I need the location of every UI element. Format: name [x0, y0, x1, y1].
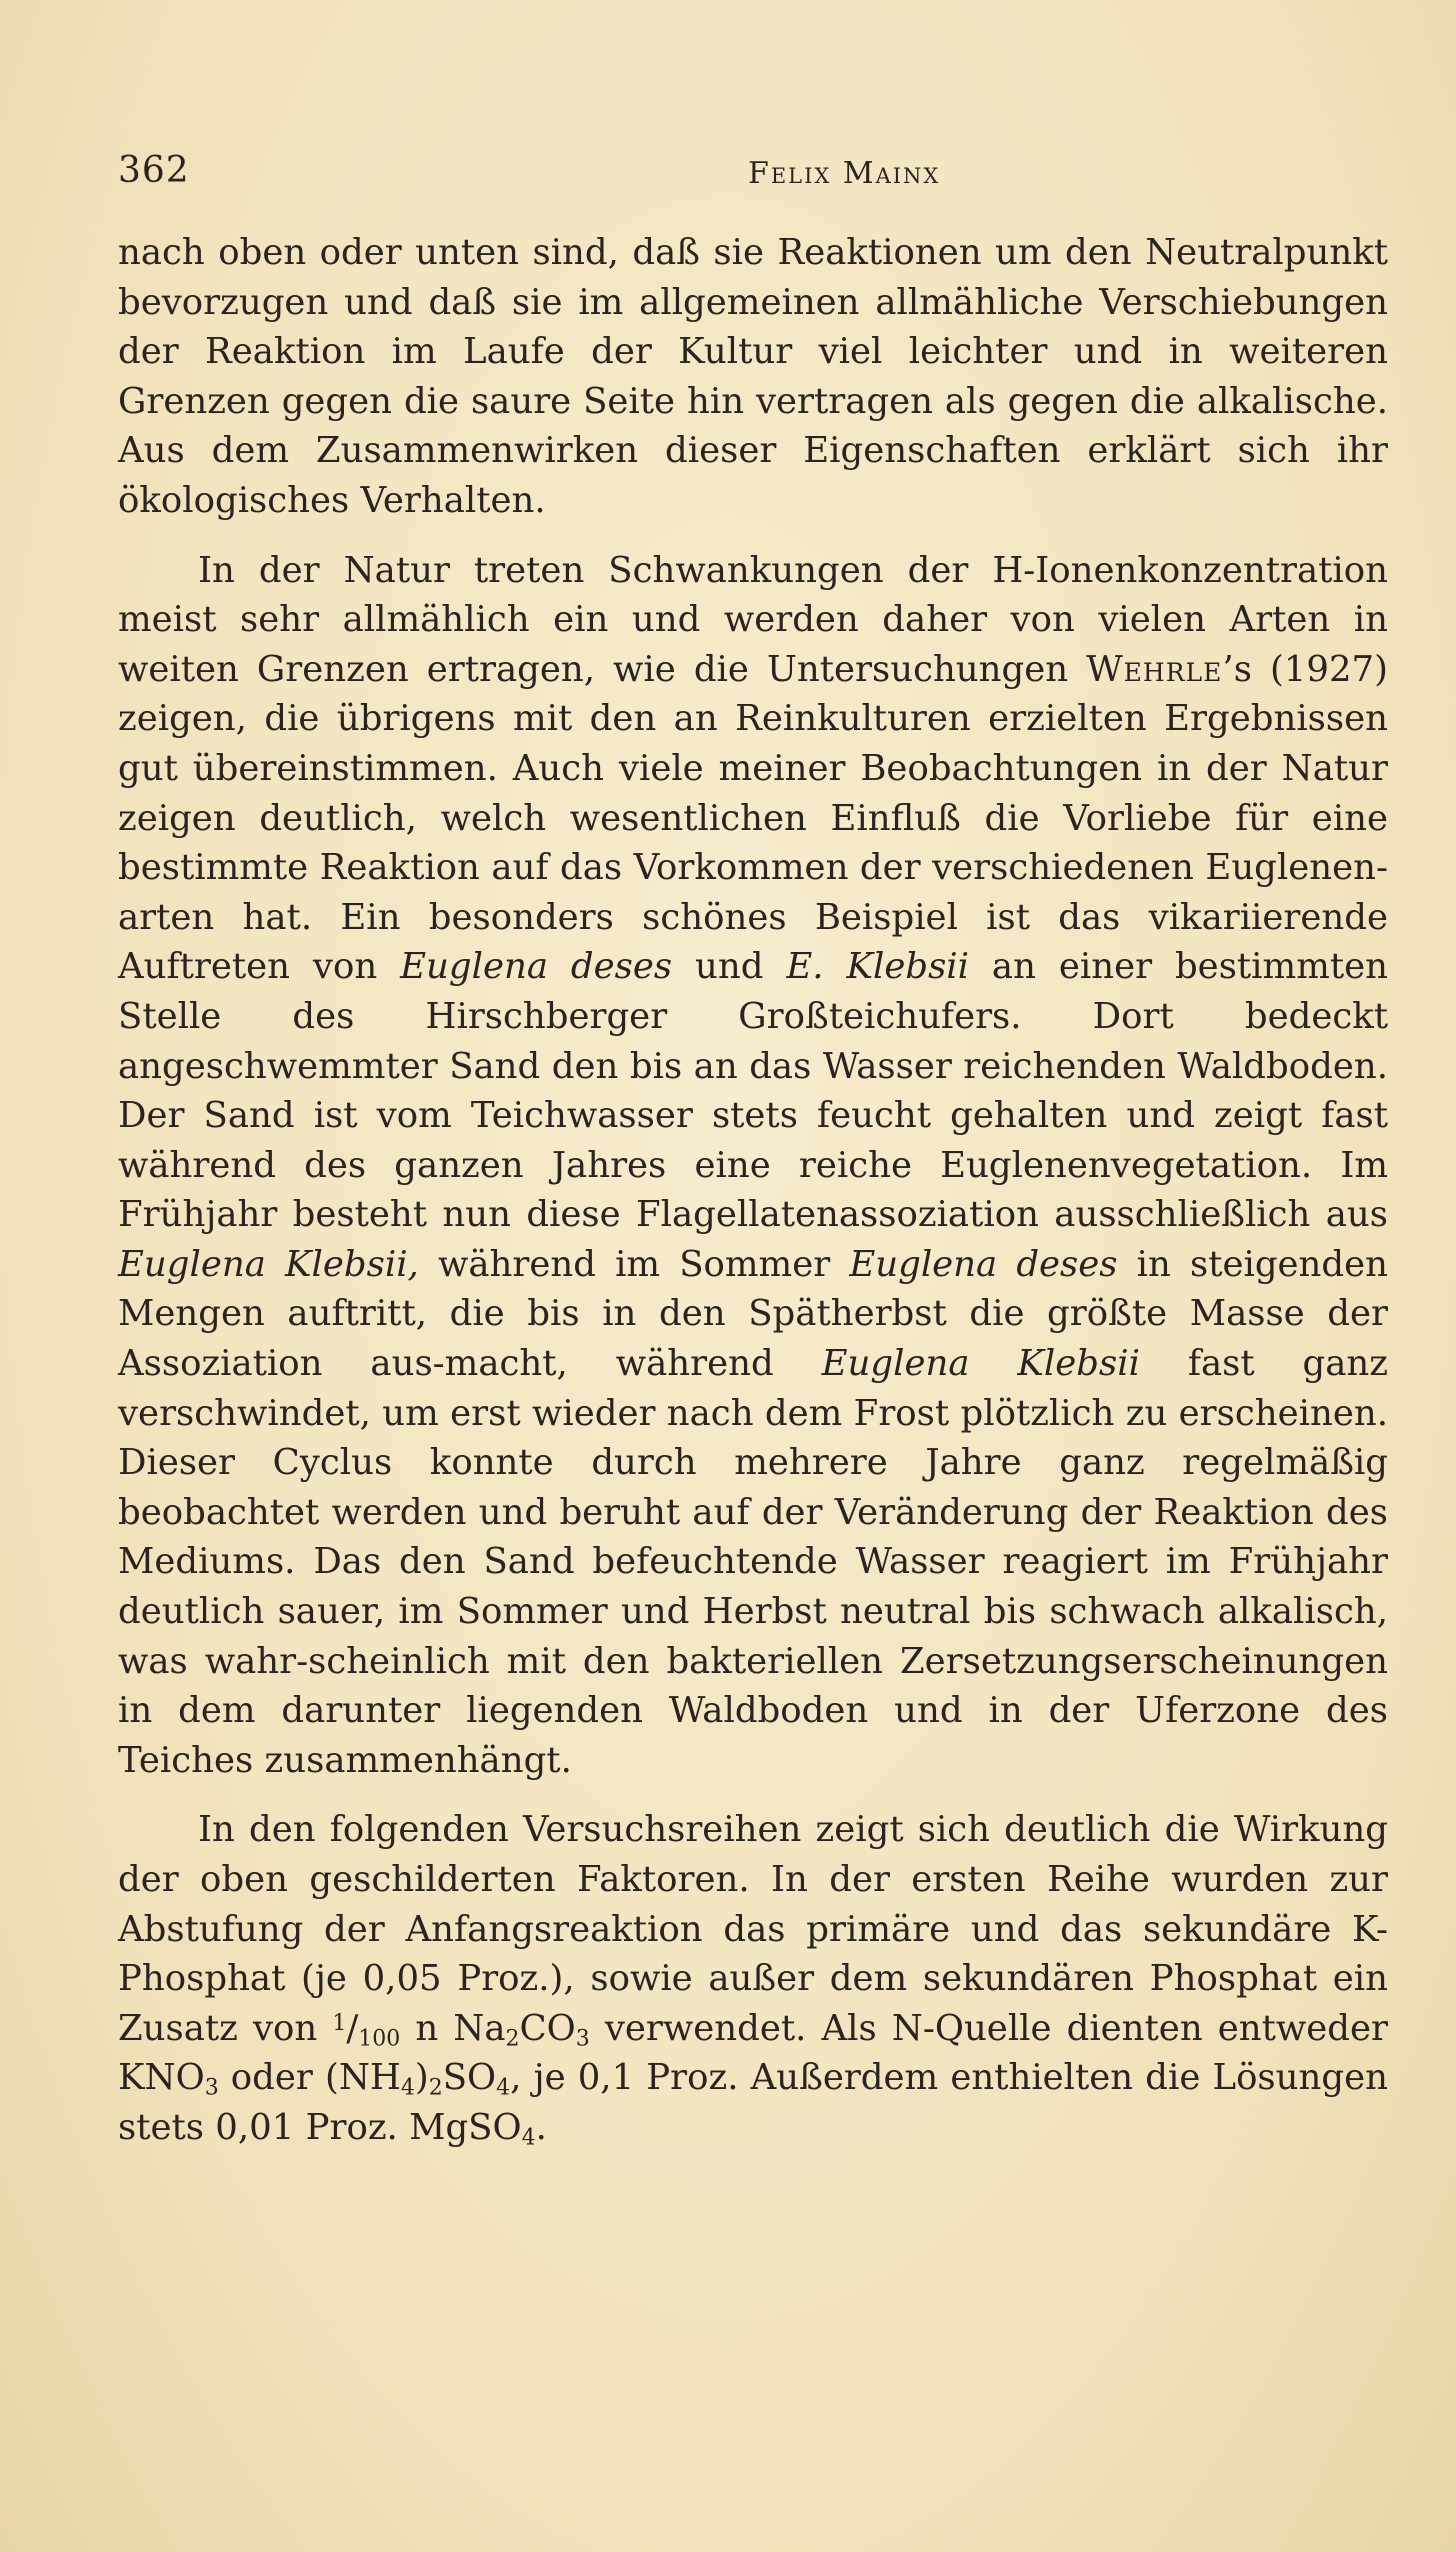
text-span: und [672, 946, 787, 988]
running-head: Felix Mainx [748, 156, 941, 191]
text-span: n Na [400, 2007, 506, 2049]
subscript: 4 [521, 2125, 536, 2151]
body-text [118, 228, 1388, 2153]
text-span: oder (NH [218, 2057, 401, 2099]
text-span: CO [519, 2007, 576, 2049]
text-span: ) [414, 2057, 429, 2099]
text-span: in steigenden Mengen auftritt, die bis in den Spätherbst die größte Masse der Assoziation aus-macht, während [118, 1243, 1389, 1385]
subscript: 3 [204, 2075, 219, 2101]
text-span: , je 0,1 Proz. Außerdem enthielten die Lösungen stets 0,01 Proz. MgSO [118, 2057, 1388, 2148]
page-number: 362 [118, 150, 190, 191]
subscript: 3 [575, 2026, 590, 2052]
paragraph-versuchsreihen: In den folgenden Versuchsreihen zeigt sich deutlich die Wirkung der oben geschilderten Faktoren. In der ersten Reihe wurden zur Abstufung der Anfangsreaktion das primäre und das sekundäre K-Phosphat (je 0,05 Proz.), sowie außer dem sekundären Phosphat ein Zusatz von $^1/_{100}$ n $Na_2CO_3$ verwendet. Als N-Quelle dienten entweder $KNO_3$ oder $(NH_4)_2SO_4$, je 0,1 Proz. Außerdem enthielten die Lösungen stets 0,01 Proz. MgSO$_4$. [118, 1809, 1388, 2151]
text-span: an einer bestimmten Stelle des Hirschberger Großteichufers. Dort bedeckt angeschwemmter Sand den bis an das Wasser reichenden Waldboden. Der Sand ist vom Teichwasser stets feucht gehalten und zeigt fast während des ganzen Jahres eine reiche Euglenenvegetation. Im Frühjahr besteht nun diese Flagellatenassoziation ausschließlich aus [118, 946, 1388, 1236]
species-name: Euglena deses [849, 1243, 1118, 1285]
species-name: Euglena Klebsii [821, 1343, 1140, 1385]
subscript: 4 [496, 2075, 511, 2101]
subscript: 4 [400, 2075, 415, 2101]
text-span: während im Sommer [418, 1243, 850, 1285]
species-name: Euglena Klebsii, [118, 1243, 419, 1285]
subscript: 2 [428, 2075, 443, 2101]
fraction-numerator: 1 [332, 2010, 347, 2036]
author-name: Wehrle [1086, 648, 1223, 690]
text-span: SO [442, 2057, 497, 2099]
text-span: ’s (1927) zeigen, die übrigens mit den an Reinkulturen erzielten Ergebnissen gut übereinstimmen. Auch viele meiner Beobachtungen in der Natur zeigen deutlich, welch wesentlichen Einfluß die Vorliebe für eine bestimmte Reaktion auf das Vorkommen der verschiedenen Euglenen-arten hat. Ein besonders schönes Beispiel ist das vikariierende Auftreten von [118, 648, 1388, 988]
species-name: Euglena deses [400, 946, 673, 988]
text-span: . [535, 2106, 547, 2148]
species-name: E. Klebsii [786, 946, 970, 988]
text-span: In den folgenden Versuchsreihen zeigt sich deutlich die Wirkung der oben geschilderten Faktoren. In der ersten Reihe wurden zur Abstufung der Anfangsreaktion das primäre und das sekundäre K-Phosphat (je 0,05 Proz.), sowie außer dem sekundären Phosphat ein Zusatz von [118, 1809, 1388, 2049]
subscript: 2 [505, 2026, 520, 2052]
paragraph-continuation: nach oben oder unten sind, daß sie Reaktionen um den Neutralpunkt bevorzugen und daß sie im allgemeinen allmähliche Verschiebungen der Reaktion im Laufe der Kultur viel leichter und in weiteren Grenzen gegen die saure Seite hin vertragen als gegen die alkalische. Aus dem Zusammenwirken dieser Eigenschaften erklärt sich ihr ökologisches Verhalten. [118, 232, 1388, 521]
page-header [118, 150, 1388, 200]
fraction-denominator: 100 [358, 2026, 401, 2052]
text-span: In der Natur treten Schwankungen der H-Ionenkonzentration meist sehr allmählich ein und werden daher von vielen Arten in weiten Grenzen ertragen, wie die Untersuchungen [118, 549, 1388, 690]
paragraph-natur [118, 546, 1388, 1786]
text-span: verwendet. Als N-Quelle dienten entweder KNO [118, 2007, 1388, 2099]
text-span: fast ganz verschwindet, um erst wieder nach dem Frost plötzlich zu erscheinen. Dieser Cyclus konnte durch mehrere Jahre ganz regelmäßig beobachtet werden und beruht auf der Veränderung der Reaktion des Mediums. Das den Sand befeuchtende Wasser reagiert im Frühjahr deutlich sauer, im Sommer und Herbst neutral bis schwach alkalisch, was wahr-scheinlich mit den bakteriellen Zersetzungserscheinungen in dem darunter liegenden Waldboden und in der Uferzone des Teiches zusammenhängt. [118, 1343, 1388, 1781]
